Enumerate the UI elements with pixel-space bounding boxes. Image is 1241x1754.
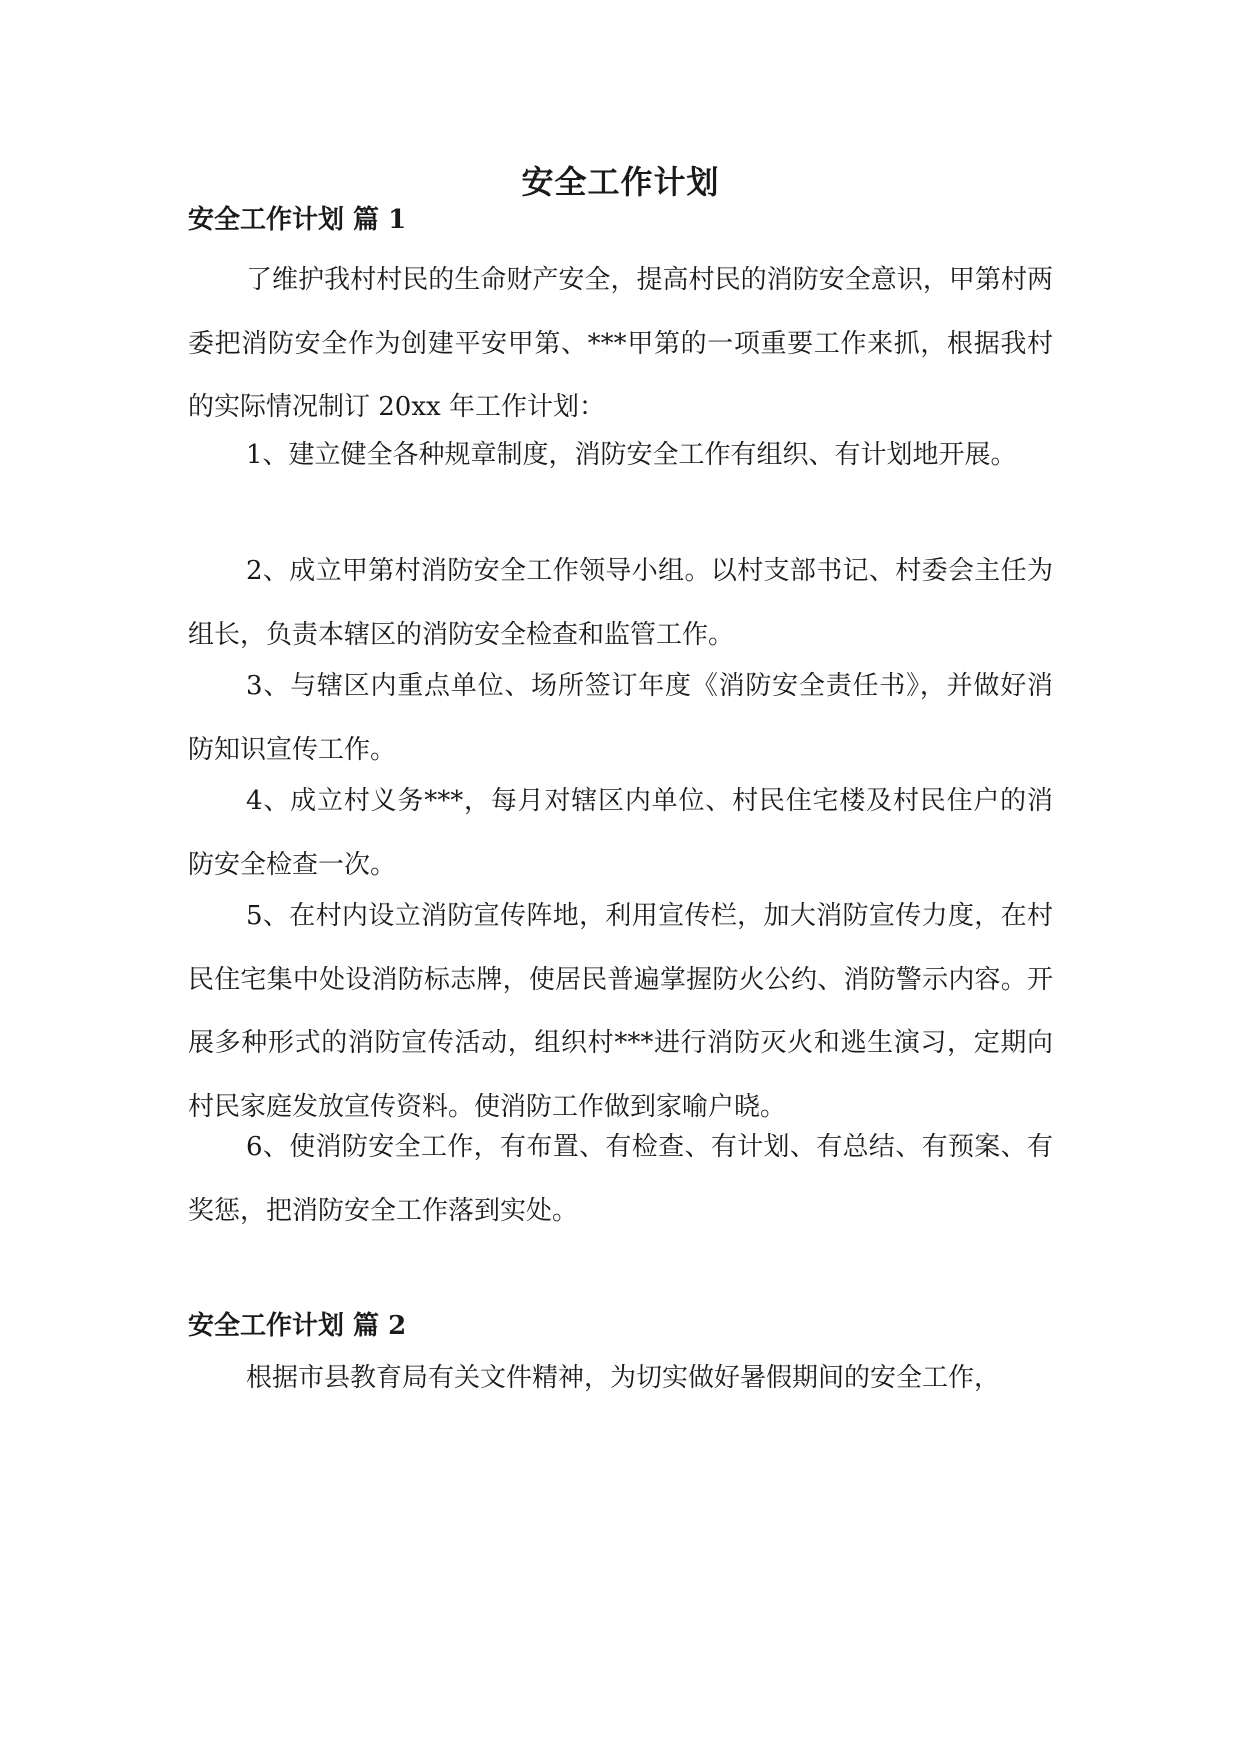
section-1-paragraph-7: 6、使消防安全工作，有布置、有检查、有计划、有总结、有预案、有奖惩，把消防安全工作落到实处。: [188, 1132, 1053, 1226]
section-1-paragraph-6: 5、在村内设立消防宣传阵地，利用宣传栏，加大消防宣传力度，在村民住宅集中处设消防标志牌，使居民普遍掌握防火公约、消防警示内容。开展多种形式的消防宣传活动，组织村***进行消防灭火和逃生演习，定期向村民家庭发放宣传资料。使消防工作做到家喻户晓。: [188, 901, 1053, 1122]
section-1-paragraph-4: 3、与辖区内重点单位、场所签订年度《消防安全责任书》，并做好消防知识宣传工作。: [188, 671, 1053, 765]
section-2-paragraph-1: 根据市县教育局有关文件精神，为切实做好暑假期间的安全工作，: [246, 1363, 1001, 1393]
section-1-paragraph-2: 1、建立健全各种规章制度，消防安全工作有组织、有计划地开展。: [246, 440, 1017, 470]
section-1-paragraph-3: 2、成立甲第村消防安全工作领导小组。以村支部书记、村委会主任为组长，负责本辖区的消防安全检查和监管工作。: [188, 556, 1053, 650]
section-2-heading: 安全工作计划 篇 2: [188, 1311, 407, 1341]
document-title: 安全工作计划: [521, 163, 720, 201]
section-1-paragraph-1: 了维护我村村民的生命财产安全，提高村民的消防安全意识，甲第村两委把消防安全作为创建平安甲第、***甲第的一项重要工作来抓，根据我村的实际情况制订 20xx 年工作计划：: [188, 265, 1053, 422]
document-page: [188, 0, 1053, 1754]
section-1-paragraph-5: 4、成立村义务***，每月对辖区内单位、村民住宅楼及村民住户的消防安全检查一次。: [188, 786, 1053, 880]
section-1-heading: 安全工作计划 篇 1: [188, 205, 407, 235]
